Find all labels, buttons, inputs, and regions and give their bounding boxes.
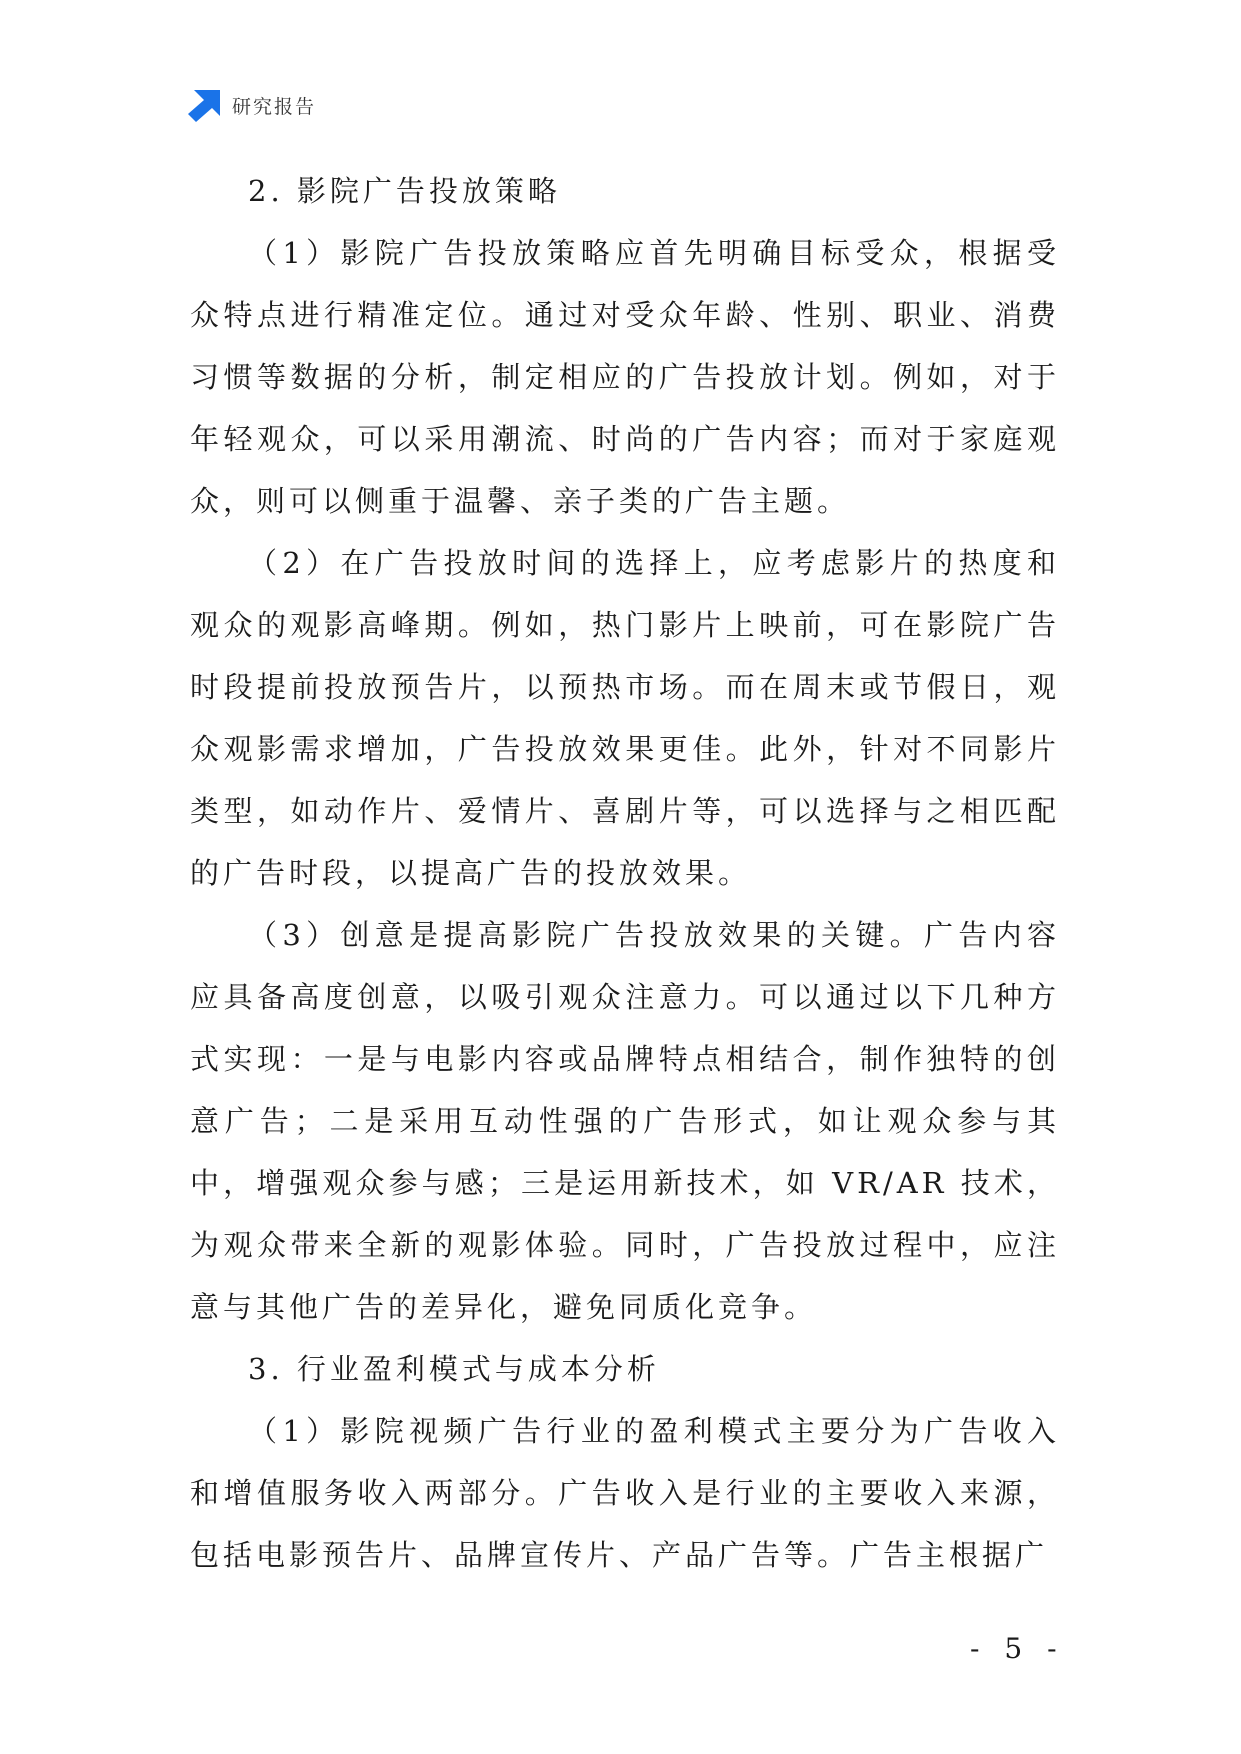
paragraph: （2）在广告投放时间的选择上，应考虑影片的热度和观众的观影高峰期。例如，热门影片上映前，可在影院广告时段提前投放预告片，以预热市场。而在周末或节假日，观众观影需求增加，广告投放效果更佳。此外，针对不同影片类型，如动作片、爱情片、喜剧片等，可以选择与之相匹配的广告时段，以提高广告的投放效果。	[190, 546, 1060, 890]
document-body	[190, 160, 1060, 1586]
page-number: - 5 -	[970, 1632, 1065, 1665]
paragraph: （1）影院广告投放策略应首先明确目标受众，根据受众特点进行精准定位。通过对受众年龄、性别、职业、消费习惯等数据的分析，制定相应的广告投放计划。例如，对于年轻观众，可以采用潮流、时尚的广告内容；而对于家庭观众，则可以侧重于温馨、亲子类的广告主题。	[190, 236, 1060, 518]
header-title: 研究报告	[232, 95, 317, 118]
paragraph: （3）创意是提高影院广告投放效果的关键。广告内容应具备高度创意，以吸引观众注意力。可以通过以下几种方式实现：一是与电影内容或品牌特点相结合，制作独特的创意广告；二是采用互动性强的广告形式，如让观众参与其中，增强观众参与感；三是运用新技术，如 VR/AR 技术，为观众带来全新的观影体验。同时，广告投放过程中，应注意与其他广告的差异化，避免同质化竞争。	[190, 918, 1060, 1324]
paragraph: （1）影院视频广告行业的盈利模式主要分为广告收入和增值服务收入两部分。广告收入是行业的主要收入来源，包括电影预告片、品牌宣传片、产品广告等。广告主根据广	[190, 1414, 1060, 1572]
arrow-up-right-icon	[188, 88, 222, 122]
section-heading: 2. 影院广告投放策略	[248, 174, 561, 208]
report-header	[188, 88, 316, 122]
section-heading: 3. 行业盈利模式与成本分析	[248, 1352, 660, 1386]
